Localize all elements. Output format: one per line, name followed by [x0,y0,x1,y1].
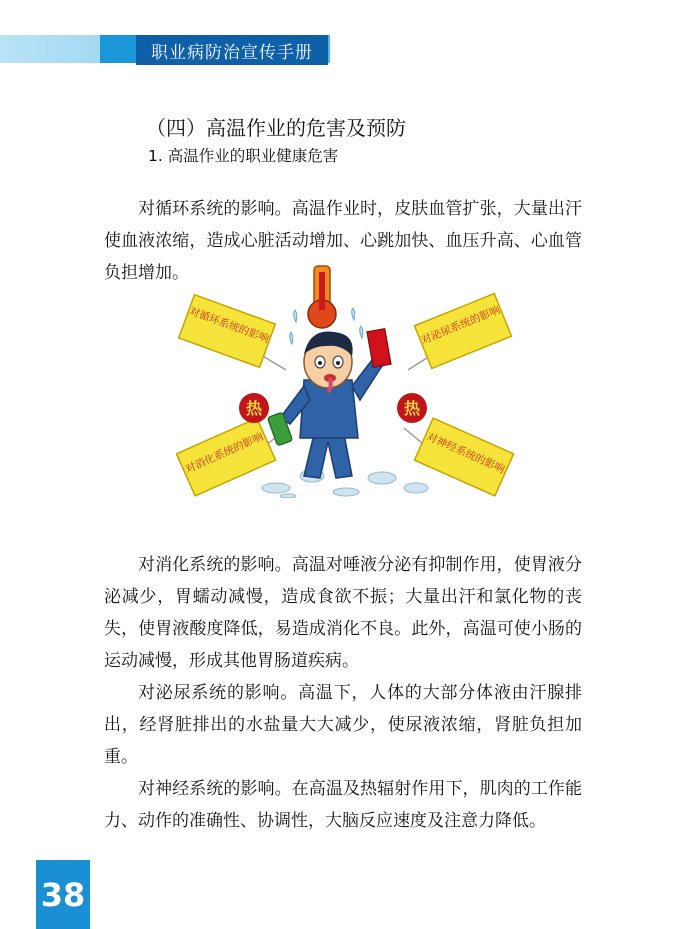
sign-nervous [414,418,513,496]
worker-figure [267,329,391,478]
section-title: （四）高温作业的危害及预防 [146,116,406,140]
paragraph-urinary: 对泌尿系统的影响。高温下，人体的大部分体液由汗腺排出，经肾脏排出的水盐量大大减少，使尿液浓缩，肾脏负担加重。 [104,683,582,767]
sign-urinary [415,294,512,369]
sign-circulatory [179,295,276,368]
paragraph-circulatory: 对循环系统的影响。高温作业时，皮肤血管扩张，大量出汗使血液浓缩，造成心脏活动增加、心跳加快、血压升高、心血管负担增加。 [104,199,582,283]
sign-nervous-text: 对神经系统的影响 [424,430,507,476]
paragraph-nervous: 对神经系统的影响。在高温及热辐射作用下，肌肉的工作能力、动作的准确性、协调性，大脑反应速度及注意力降低。 [104,779,582,831]
page-number: 38 [36,860,90,929]
sign-circulatory-text: 对循环系统的影响 [187,305,271,346]
subsection-title: 1. 高温作业的职业健康危害 [148,147,339,165]
heat-badge-left-text: 热 [245,399,263,418]
heat-badge-left [239,393,269,423]
heat-badge-right-text: 热 [403,399,421,418]
heat-badge-right [397,393,427,423]
sign-digestive [176,418,275,496]
header-title: 职业病防治宣传手册 [136,35,328,65]
paragraph-digestive: 对消化系统的影响。高温对唾液分泌有抑制作用，使胃液分泌减少，胃蠕动减慢，造成食欲不振；大量出汗和氯化物的丧失，使胃液酸度降低，易造成消化不良。此外，高温可使小肠的运动减慢，形成其他胃肠道疾病。 [104,555,582,671]
thermometer-icon [308,266,336,328]
sign-urinary-text: 对泌尿系统的影响 [419,304,502,347]
sign-digestive-text: 对消化系统的影响 [183,430,266,476]
heat-hazard-illustration [176,262,516,498]
